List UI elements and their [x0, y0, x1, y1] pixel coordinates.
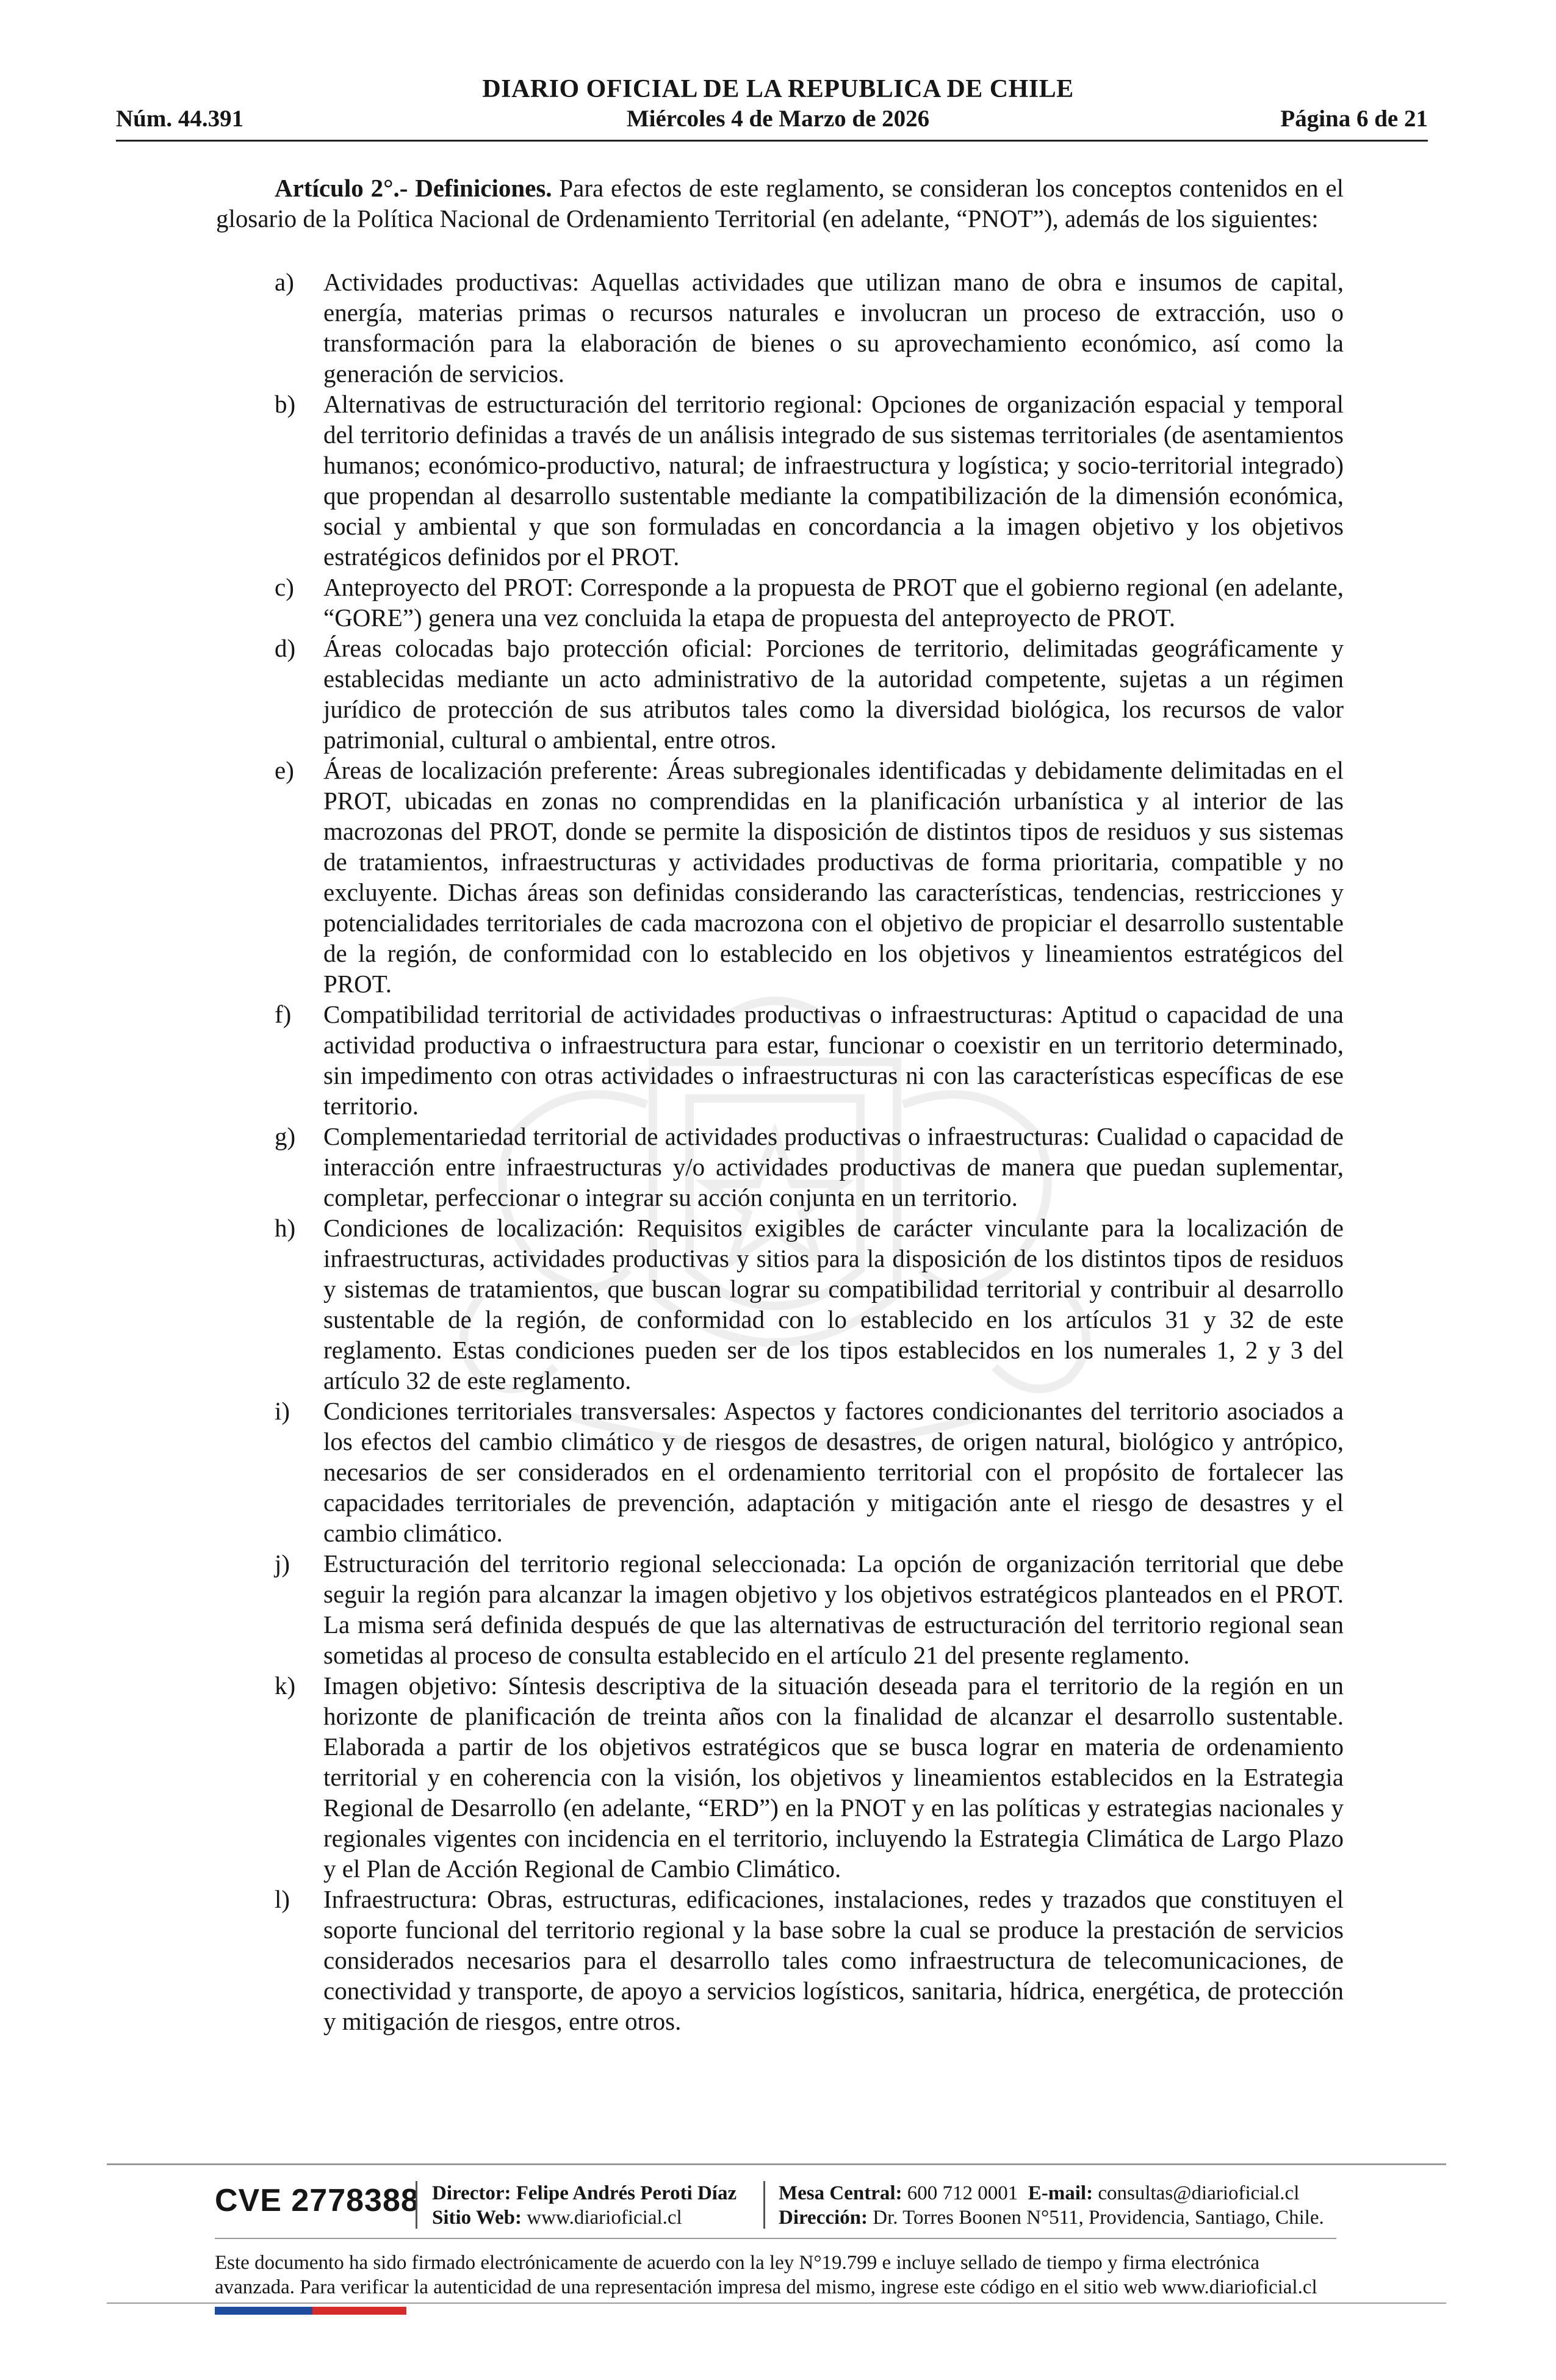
issue-date: Miércoles 4 de Marzo de 2026 [626, 106, 930, 132]
definition-text: Condiciones territoriales transversales: Aspectos y factores condicionantes del territorio asociados a los efectos del cambio climático y de riesgos de desastres, de origen natural, biológico y antrópico, necesarios de ser considerados en el ordenamiento territorial con el propósito de fortalecer las capacidades territoriales de prevención, adaptación y mitigación ante el riesgo de desastres y el cambio climático. [323, 1397, 1344, 1547]
definition-text: Alternativas de estructuración del territorio regional: Opciones de organización espacial y temporal del territorio definidas a través de un análisis integrado de sus sistemas territoriales (de asentamientos humanos; económico-productivo, natural; de infraestructura y logística; y socio-territorial integrado) que propendan al desarrollo sustentable mediante la compatibilización de la dimensión económica, social y ambiental y que son formuladas en concordancia a la imagen objetivo y los objetivos estratégicos definidos por el PROT. [323, 390, 1344, 571]
footer-director-block [432, 2181, 737, 2230]
mesa-phone: 600 712 0001 [907, 2182, 1018, 2204]
footer-divider [107, 2163, 1446, 2165]
website-label: Sitio Web: [432, 2207, 522, 2229]
director-label: Director: Felipe Andrés Peroti Díaz [432, 2182, 737, 2204]
header-divider [116, 140, 1428, 142]
definition-letter: i) [275, 1397, 290, 1425]
issue-number: Núm. 44.391 [116, 106, 244, 132]
website-link[interactable]: www.diarioficial.cl [527, 2207, 682, 2229]
definition-text: Complementariedad territorial de actividades productivas o infraestructuras: Cualidad o capacidad de interacción entre infraestructuras y/o actividades productivas de manera que puedan suplementar, completar, perfeccionar o integrar su acción conjunta en un territorio. [323, 1122, 1344, 1211]
signature-note: Este documento ha sido firmado electrónicamente de acuerdo con la ley N°19.799 e incluye sellado de tiempo y firma electrónica avanzada. Para verificar la autenticidad de una representación impresa del mismo, ingrese este código en el sitio web www.diarioficial.cl [215, 2252, 1317, 2298]
definition-item [216, 1884, 1344, 2036]
definition-text: Compatibilidad territorial de actividades productivas o infraestructuras: Aptitud o capacidad de una actividad productiva o infraestructura para estar, funcionar o coexistir en un territorio determinado, sin impedimento con otras actividades o infraestructuras ni con las características específicas de ese territorio. [323, 1000, 1344, 1120]
definition-letter: c) [275, 573, 294, 601]
definition-letter: b) [275, 390, 296, 418]
flag-stripe-blue [215, 2307, 312, 2315]
definition-letter: d) [275, 634, 296, 662]
footer-divider [215, 2238, 1336, 2239]
definition-item [216, 389, 1344, 572]
definition-letter: h) [275, 1214, 296, 1242]
page-header [0, 0, 1556, 146]
address-label: Dirección: [779, 2207, 868, 2229]
definition-letter: a) [275, 268, 294, 296]
definition-text: Áreas colocadas bajo protección oficial: Porciones de territorio, delimitadas geográficamente y establecidas mediante un acto administrativo de la autoridad competente, sujetas a un régimen jurídico de protección de sus atributos tales como la diversidad biológica, los recursos de valor patrimonial, cultural o ambiental, entre otros. [323, 634, 1344, 754]
definition-item [216, 1670, 1344, 1884]
footer-separator [763, 2181, 765, 2229]
mesa-label: Mesa Central: [779, 2182, 902, 2204]
definitions-list [216, 267, 1344, 2036]
definition-text: Actividades productivas: Aquellas actividades que utilizan mano de obra e insumos de capital, energía, materias primas o recursos naturales e involucran un proceso de extracción, uso o transformación para la elaboración de bienes o su aprovechamiento económico, así como la generación de servicios. [323, 268, 1344, 388]
definition-text: Infraestructura: Obras, estructuras, edificaciones, instalaciones, redes y trazados que constituyen el soporte funcional del territorio regional y la base sobre la cual se produce la prestación de servicios considerados necesarios para el desarrollo tales como infraestructura de telecomunicaciones, de conectividad y transporte, de apoyo a servicios logísticos, sanitaria, hídrica, energética, de protección y mitigación de riesgos, entre otros. [323, 1885, 1344, 2035]
definition-item [216, 1396, 1344, 1548]
footer-contact-block [779, 2181, 1324, 2230]
definition-item [216, 1548, 1344, 1670]
definition-letter: g) [275, 1122, 296, 1150]
article-intro-text: Para efectos de este reglamento, se consideran los conceptos contenidos en el glosario de la Política Nacional de Ordenamiento Territorial (en adelante, “PNOT”), además de los siguientes: [216, 174, 1344, 233]
definition-item [216, 755, 1344, 999]
article-body [216, 173, 1344, 2036]
definition-text: Anteproyecto del PROT: Corresponde a la propuesta de PROT que el gobierno regional (en adelante, “GORE”) genera una vez concluida la etapa de propuesta del anteproyecto de PROT. [323, 573, 1344, 632]
footer-separator [416, 2181, 417, 2229]
article-intro [216, 173, 1344, 234]
page-number: Página 6 de 21 [1280, 106, 1428, 132]
definition-letter: f) [275, 1000, 292, 1028]
definition-letter: k) [275, 1671, 296, 1700]
flag-stripe-red [312, 2307, 406, 2315]
definition-letter: l) [275, 1885, 290, 1913]
definition-text: Imagen objetivo: Síntesis descriptiva de la situación deseada para el territorio de la región en un horizonte de planificación de treinta años con la finalidad de alcanzar el desarrollo sustentable. Elaborada a partir de los objetivos estratégicos que se busca lograr en materia de ordenamiento territorial y en coherencia con la visión, los objetivos y lineamientos establecidos en la Estrategia Regional de Desarrollo (en adelante, “ERD”) en la PNOT y en las políticas y estrategias nacionales y regionales vigentes con incidencia en el territorio, incluyendo la Estrategia Climática de Largo Plazo y el Plan de Acción Regional de Cambio Climático. [323, 1671, 1344, 1883]
definition-text: Estructuración del territorio regional seleccionada: La opción de organización territorial que debe seguir la región para alcanzar la imagen objetivo y los objetivos estratégicos planteados en el PROT. La misma será definida después de que las alternativas de estructuración del territorio regional sean sometidas al proceso de consulta establecido en el artículo 21 del presente reglamento. [323, 1549, 1344, 1669]
cve-code: CVE 2778388 [215, 2183, 419, 2218]
definition-text: Áreas de localización preferente: Áreas subregionales identificadas y debidamente delimitadas en el PROT, ubicadas en zonas no comprendidas en la planificación urbanística y al interior de las macrozonas del PROT, donde se permite la disposición de distintos tipos de residuos y sus sistemas de tratamientos, infraestructuras y actividades productivas de forma prioritaria, compatible y no excluyente. Dichas áreas son definidas considerando las características, tendencias, restricciones y potencialidades territoriales de cada macrozona con el objetivo de propiciar el desarrollo sustentable de la región, de conformidad con lo establecido en los objetivos y lineamientos estratégicos del PROT. [323, 756, 1344, 998]
definition-item [216, 267, 1344, 389]
definition-letter: j) [275, 1549, 290, 1578]
definition-item [216, 999, 1344, 1121]
definition-text: Condiciones de localización: Requisitos exigibles de carácter vinculante para la localización de infraestructuras, actividades productivas y sitios para la disposición de los distintos tipos de residuos y sistemas de tratamientos, que buscan lograr su compatibilidad territorial y contribuir al desarrollo sustentable de la región, de conformidad con lo establecido en los artículos 31 y 32 de este reglamento. Estas condiciones pueden ser de los tipos establecidos en los numerales 1, 2 y 3 del artículo 32 de este reglamento. [323, 1214, 1344, 1394]
newspaper-title: DIARIO OFICIAL DE LA REPUBLICA DE CHILE [482, 75, 1074, 103]
address-text: Dr. Torres Boonen N°511, Providencia, Santiago, Chile. [873, 2207, 1324, 2229]
definition-letter: e) [275, 756, 294, 784]
definition-item [216, 1121, 1344, 1213]
footer-divider [107, 2302, 1446, 2304]
article-title: Artículo 2°.- Definiciones. [275, 174, 552, 202]
email-label: E-mail: [1028, 2182, 1093, 2204]
email-link[interactable]: consultas@diarioficial.cl [1098, 2182, 1300, 2204]
definition-item [216, 572, 1344, 633]
definition-item [216, 633, 1344, 755]
definition-item [216, 1213, 1344, 1396]
